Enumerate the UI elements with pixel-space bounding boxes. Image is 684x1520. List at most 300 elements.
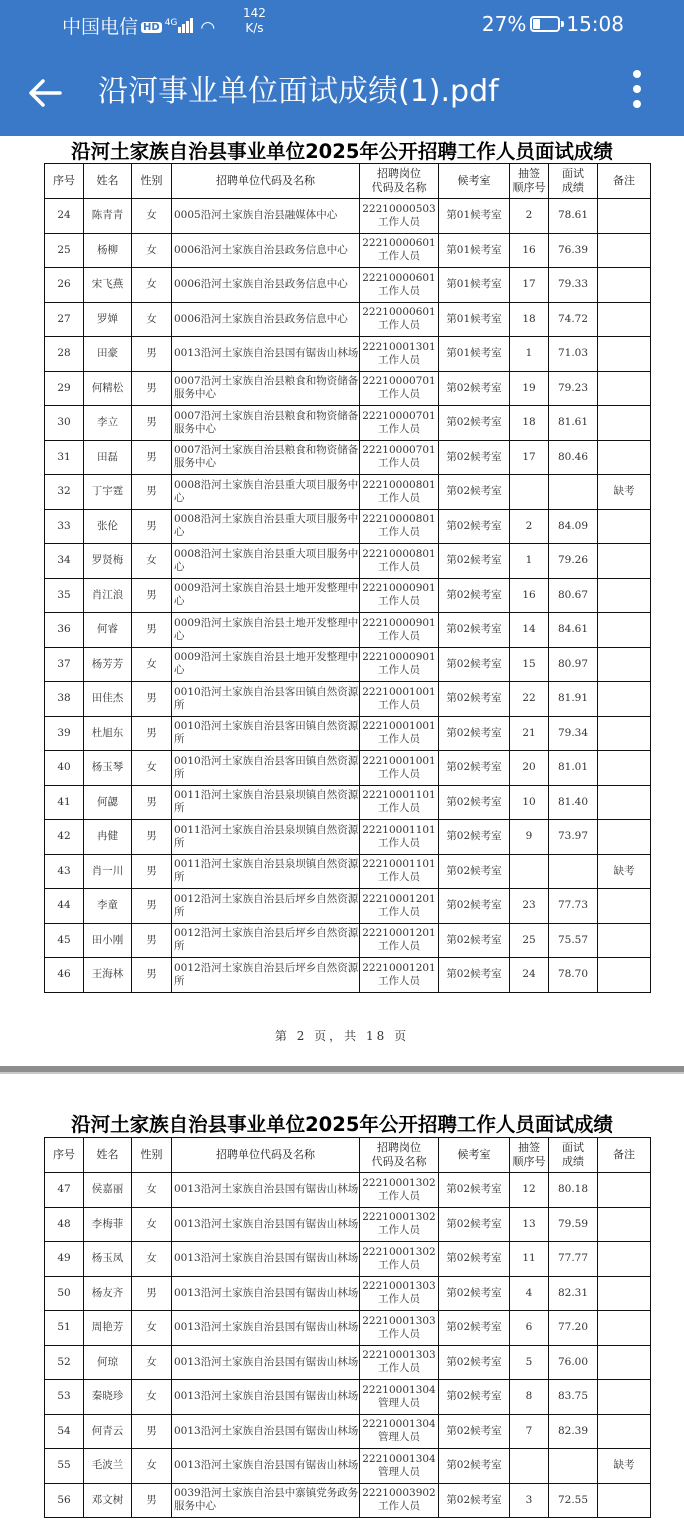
cell-draw-order: 9 — [510, 820, 549, 855]
cell-room: 第01候考室 — [439, 199, 510, 234]
cell-name: 张伦 — [84, 509, 132, 544]
table-row — [45, 406, 651, 441]
cell-unit: 0013沿河土家族自治县国有锯齿山林场 — [172, 1449, 360, 1484]
document-title: 沿河事业单位面试成绩(1).pdf — [98, 74, 499, 109]
post-code: 22210001302 — [362, 1211, 436, 1224]
cell-number: 30 — [45, 406, 84, 441]
cell-post — [360, 440, 439, 475]
table-header — [45, 164, 651, 199]
cell-room: 第02候考室 — [439, 509, 510, 544]
header-col-score: 面试 成绩 — [549, 164, 598, 199]
cell-score: 80.97 — [549, 647, 598, 682]
post-code: 22210001303 — [362, 1314, 436, 1327]
header-col-gender: 性别 — [132, 1138, 172, 1173]
cell-name: 肖一川 — [84, 854, 132, 889]
post-name: 工作人员 — [378, 836, 420, 849]
cell-room: 第02候考室 — [439, 1380, 510, 1415]
post-name: 工作人员 — [378, 974, 420, 987]
signal-icon — [178, 16, 194, 38]
cell-draw-order: 24 — [510, 958, 549, 993]
cell-draw-order: 21 — [510, 716, 549, 751]
cell-number: 41 — [45, 785, 84, 820]
cell-number: 47 — [45, 1173, 84, 1208]
cell-room: 第02候考室 — [439, 785, 510, 820]
cell-name: 邓文树 — [84, 1483, 132, 1518]
cell-post — [360, 371, 439, 406]
cell-number: 55 — [45, 1449, 84, 1484]
cell-room: 第02候考室 — [439, 682, 510, 717]
table-row — [45, 1380, 651, 1415]
cell-room: 第02候考室 — [439, 889, 510, 924]
cell-note — [598, 889, 651, 924]
post-code: 22210000701 — [362, 444, 436, 457]
cell-draw-order: 12 — [510, 1173, 549, 1208]
cell-gender: 男 — [132, 578, 172, 613]
cell-number: 40 — [45, 751, 84, 786]
cell-name: 罗贤梅 — [84, 544, 132, 579]
cell-draw-order: 18 — [510, 302, 549, 337]
cell-unit: 0007沿河土家族自治县粮食和物资储备服务中心 — [172, 371, 360, 406]
carrier-name: 中国电信 — [62, 16, 139, 38]
cell-post — [360, 751, 439, 786]
post-code: 22210001101 — [362, 858, 436, 871]
cell-score: 79.34 — [549, 716, 598, 751]
cell-number: 45 — [45, 923, 84, 958]
table-row — [45, 1276, 651, 1311]
cell-post — [360, 578, 439, 613]
cell-post — [360, 509, 439, 544]
cell-note — [598, 1345, 651, 1380]
post-code: 22210001301 — [362, 340, 436, 353]
table-row — [45, 268, 651, 303]
cell-score: 78.70 — [549, 958, 598, 993]
cell-post — [360, 1311, 439, 1346]
cell-score: 73.97 — [549, 820, 598, 855]
cell-gender: 女 — [132, 268, 172, 303]
cell-score: 81.91 — [549, 682, 598, 717]
cell-number: 37 — [45, 647, 84, 682]
post-code: 22210000801 — [362, 547, 436, 560]
cell-unit: 0010沿河土家族自治县客田镇自然资源所 — [172, 682, 360, 717]
post-code: 22210000701 — [362, 375, 436, 388]
header-col-score: 面试 成绩 — [549, 1138, 598, 1173]
post-name: 工作人员 — [378, 353, 420, 366]
cell-score — [549, 1449, 598, 1484]
cell-number: 25 — [45, 233, 84, 268]
table-row — [45, 854, 651, 889]
post-code: 22210001001 — [362, 754, 436, 767]
app-bar — [0, 0, 684, 136]
post-code: 22210001303 — [362, 1349, 436, 1362]
cell-number: 50 — [45, 1276, 84, 1311]
speed-unit: K/s — [245, 21, 264, 35]
post-name: 工作人员 — [378, 491, 420, 504]
cell-post — [360, 233, 439, 268]
cell-note — [598, 613, 651, 648]
post-name: 工作人员 — [378, 802, 420, 815]
cell-gender: 女 — [132, 302, 172, 337]
cell-post — [360, 1483, 439, 1518]
back-button[interactable] — [26, 74, 66, 114]
cell-unit: 0013沿河土家族自治县国有锯齿山林场 — [172, 1173, 360, 1208]
cell-post — [360, 923, 439, 958]
table-row — [45, 371, 651, 406]
post-name: 工作人员 — [378, 215, 420, 228]
table-row — [45, 785, 651, 820]
cell-score: 78.61 — [549, 199, 598, 234]
cell-score: 76.39 — [549, 233, 598, 268]
cell-post — [360, 889, 439, 924]
cell-gender: 男 — [132, 406, 172, 441]
post-name: 工作人员 — [378, 560, 420, 573]
table-row — [45, 1173, 651, 1208]
cell-unit: 0039沿河土家族自治县中寨镇党务政务服务中心 — [172, 1483, 360, 1518]
page-separator — [0, 1066, 684, 1074]
table-row — [45, 440, 651, 475]
cell-post — [360, 854, 439, 889]
cell-note — [598, 302, 651, 337]
cell-room: 第02候考室 — [439, 1311, 510, 1346]
cell-unit: 0009沿河土家族自治县土地开发整理中心 — [172, 613, 360, 648]
header-col-unit: 招聘单位代码及名称 — [172, 1138, 360, 1173]
post-code: 22210001302 — [362, 1245, 436, 1258]
cell-note — [598, 647, 651, 682]
cell-gender: 女 — [132, 751, 172, 786]
cell-unit: 0013沿河土家族自治县国有锯齿山林场 — [172, 1380, 360, 1415]
table-row — [45, 475, 651, 510]
cell-draw-order: 20 — [510, 751, 549, 786]
cell-number: 36 — [45, 613, 84, 648]
clock: 15:08 — [566, 12, 624, 36]
cell-post — [360, 1242, 439, 1277]
cell-number: 34 — [45, 544, 84, 579]
table-row — [45, 1242, 651, 1277]
cell-room: 第02候考室 — [439, 544, 510, 579]
cell-number: 26 — [45, 268, 84, 303]
cell-post — [360, 268, 439, 303]
cell-note — [598, 509, 651, 544]
cell-draw-order: 4 — [510, 1276, 549, 1311]
cell-number: 48 — [45, 1207, 84, 1242]
cell-note — [598, 544, 651, 579]
cell-number: 31 — [45, 440, 84, 475]
cell-gender: 男 — [132, 613, 172, 648]
post-code: 22210001304 — [362, 1452, 436, 1465]
cell-score — [549, 475, 598, 510]
cell-unit: 0008沿河土家族自治县重大项目服务中心 — [172, 475, 360, 510]
cell-score: 81.61 — [549, 406, 598, 441]
more-options-button[interactable] — [628, 70, 646, 116]
table-row — [45, 751, 651, 786]
cell-score: 82.31 — [549, 1276, 598, 1311]
cell-unit: 0006沿河土家族自治县政务信息中心 — [172, 233, 360, 268]
cell-unit: 0006沿河土家族自治县政务信息中心 — [172, 302, 360, 337]
cell-note — [598, 751, 651, 786]
table-row — [45, 1483, 651, 1518]
cell-name: 宋飞燕 — [84, 268, 132, 303]
post-name: 工作人员 — [378, 1258, 420, 1271]
post-code: 22210001001 — [362, 720, 436, 733]
cell-number: 39 — [45, 716, 84, 751]
header-col-no: 序号 — [45, 164, 84, 199]
cell-post — [360, 1345, 439, 1380]
page-title: 沿河土家族自治县事业单位2025年公开招聘工作人员面试成绩 — [71, 140, 613, 163]
cell-name: 田磊 — [84, 440, 132, 475]
table-row — [45, 1207, 651, 1242]
cell-post — [360, 337, 439, 372]
cell-unit: 0010沿河土家族自治县客田镇自然资源所 — [172, 716, 360, 751]
post-name: 工作人员 — [378, 733, 420, 746]
page-number: 第 2 页，共 18 页 — [274, 1029, 410, 1043]
cell-unit: 0009沿河土家族自治县土地开发整理中心 — [172, 647, 360, 682]
cell-gender: 女 — [132, 647, 172, 682]
table-header — [45, 1138, 651, 1173]
post-code: 22210000601 — [362, 271, 436, 284]
cell-unit: 0013沿河土家族自治县国有锯齿山林场 — [172, 1414, 360, 1449]
table-row — [45, 1311, 651, 1346]
table-row — [45, 337, 651, 372]
cell-number: 38 — [45, 682, 84, 717]
cell-room: 第02候考室 — [439, 406, 510, 441]
table-row — [45, 1449, 651, 1484]
cell-draw-order: 19 — [510, 371, 549, 406]
post-name: 工作人员 — [378, 1189, 420, 1202]
cell-unit: 0011沿河土家族自治县泉坝镇自然资源所 — [172, 854, 360, 889]
cell-gender: 女 — [132, 1345, 172, 1380]
cell-unit: 0013沿河土家族自治县国有锯齿山林场 — [172, 1345, 360, 1380]
cell-post — [360, 785, 439, 820]
table-row — [45, 233, 651, 268]
cell-score: 80.67 — [549, 578, 598, 613]
cell-draw-order: 22 — [510, 682, 549, 717]
cell-number: 51 — [45, 1311, 84, 1346]
post-name: 工作人员 — [378, 388, 420, 401]
cell-unit: 0011沿河土家族自治县泉坝镇自然资源所 — [172, 785, 360, 820]
cell-unit: 0013沿河土家族自治县国有锯齿山林场 — [172, 1242, 360, 1277]
cell-gender: 女 — [132, 1242, 172, 1277]
cell-name: 秦晓珍 — [84, 1380, 132, 1415]
table-row — [45, 820, 651, 855]
cell-name: 周艳芳 — [84, 1311, 132, 1346]
cell-gender: 女 — [132, 544, 172, 579]
cell-note — [598, 716, 651, 751]
header-col-post: 招聘岗位 代码及名称 — [360, 1138, 439, 1173]
post-name: 工作人员 — [378, 871, 420, 884]
post-code: 22210000901 — [362, 582, 436, 595]
cell-room: 第02候考室 — [439, 958, 510, 993]
table-row — [45, 1414, 651, 1449]
cell-room: 第02候考室 — [439, 1345, 510, 1380]
header-col-name: 姓名 — [84, 1138, 132, 1173]
cell-room: 第02候考室 — [439, 475, 510, 510]
cell-score: 79.23 — [549, 371, 598, 406]
cell-gender: 男 — [132, 716, 172, 751]
battery-percent: 27% — [481, 12, 527, 36]
cell-name: 陈青青 — [84, 199, 132, 234]
cell-post — [360, 1380, 439, 1415]
cell-name: 杨芳芳 — [84, 647, 132, 682]
cell-number: 24 — [45, 199, 84, 234]
cell-unit: 0006沿河土家族自治县政务信息中心 — [172, 268, 360, 303]
cell-draw-order: 1 — [510, 337, 549, 372]
cell-draw-order: 18 — [510, 406, 549, 441]
post-name: 工作人员 — [378, 1327, 420, 1340]
post-name: 工作人员 — [378, 698, 420, 711]
cell-number: 29 — [45, 371, 84, 406]
cell-draw-order: 17 — [510, 268, 549, 303]
network-speed — [243, 6, 266, 36]
cell-unit: 0009沿河土家族自治县土地开发整理中心 — [172, 578, 360, 613]
cell-unit: 0013沿河土家族自治县国有锯齿山林场 — [172, 337, 360, 372]
cell-note — [598, 958, 651, 993]
cell-note — [598, 1276, 651, 1311]
cell-note: 缺考 — [598, 1449, 651, 1484]
cell-post — [360, 958, 439, 993]
cell-score: 80.46 — [549, 440, 598, 475]
cell-draw-order: 6 — [510, 1311, 549, 1346]
post-name: 工作人员 — [378, 595, 420, 608]
cell-note — [598, 268, 651, 303]
cell-score: 79.26 — [549, 544, 598, 579]
cell-gender: 女 — [132, 1311, 172, 1346]
cell-unit: 0012沿河土家族自治县后坪乡自然资源所 — [172, 958, 360, 993]
cell-number: 33 — [45, 509, 84, 544]
post-code: 22210000503 — [362, 202, 436, 215]
toolbar — [0, 58, 684, 128]
cell-room: 第01候考室 — [439, 268, 510, 303]
cell-room: 第02候考室 — [439, 923, 510, 958]
cell-draw-order: 14 — [510, 613, 549, 648]
cell-gender: 女 — [132, 1207, 172, 1242]
cell-name: 侯嘉丽 — [84, 1173, 132, 1208]
cell-number: 53 — [45, 1380, 84, 1415]
cell-note: 缺考 — [598, 475, 651, 510]
cell-unit: 0012沿河土家族自治县后坪乡自然资源所 — [172, 889, 360, 924]
cell-name: 何青云 — [84, 1414, 132, 1449]
cell-draw-order: 15 — [510, 647, 549, 682]
cell-score: 81.01 — [549, 751, 598, 786]
cell-post — [360, 647, 439, 682]
cell-gender: 女 — [132, 233, 172, 268]
cell-gender: 男 — [132, 509, 172, 544]
cell-room: 第02候考室 — [439, 578, 510, 613]
cell-score — [549, 854, 598, 889]
cell-draw-order: 16 — [510, 233, 549, 268]
cell-number: 32 — [45, 475, 84, 510]
cell-room: 第02候考室 — [439, 1449, 510, 1484]
header-col-note: 备注 — [598, 1138, 651, 1173]
page-title: 沿河土家族自治县事业单位2025年公开招聘工作人员面试成绩 — [71, 1113, 613, 1136]
cell-note — [598, 406, 651, 441]
cell-post — [360, 613, 439, 648]
cell-score: 82.39 — [549, 1414, 598, 1449]
cell-draw-order: 2 — [510, 199, 549, 234]
speed-value: 142 — [243, 6, 266, 20]
wifi-icon: ◠ — [200, 18, 216, 38]
cell-gender: 男 — [132, 371, 172, 406]
cell-unit: 0008沿河土家族自治县重大项目服务中心 — [172, 544, 360, 579]
cell-note — [598, 682, 651, 717]
cell-draw-order: 11 — [510, 1242, 549, 1277]
cell-score: 81.40 — [549, 785, 598, 820]
cell-score: 71.03 — [549, 337, 598, 372]
cell-note — [598, 1483, 651, 1518]
cell-gender: 男 — [132, 475, 172, 510]
cell-score: 80.18 — [549, 1173, 598, 1208]
post-name: 工作人员 — [378, 284, 420, 297]
cell-draw-order: 17 — [510, 440, 549, 475]
post-code: 22210001304 — [362, 1383, 436, 1396]
cell-room: 第02候考室 — [439, 1242, 510, 1277]
cell-room: 第02候考室 — [439, 1276, 510, 1311]
cell-post — [360, 1449, 439, 1484]
header-col-room: 候考室 — [439, 164, 510, 199]
cell-name: 何琼 — [84, 1345, 132, 1380]
cell-room: 第02候考室 — [439, 854, 510, 889]
cell-post — [360, 475, 439, 510]
post-code: 22210001001 — [362, 685, 436, 698]
cell-post — [360, 302, 439, 337]
cell-gender: 男 — [132, 923, 172, 958]
table-row — [45, 682, 651, 717]
cell-score: 72.55 — [549, 1483, 598, 1518]
table-body — [45, 1173, 651, 1518]
cell-number: 46 — [45, 958, 84, 993]
cell-gender: 女 — [132, 1380, 172, 1415]
cell-name: 田小刚 — [84, 923, 132, 958]
table-row — [45, 578, 651, 613]
header-col-room: 候考室 — [439, 1138, 510, 1173]
post-name: 管理人员 — [378, 1396, 420, 1409]
cell-room: 第02候考室 — [439, 1207, 510, 1242]
cell-unit: 0008沿河土家族自治县重大项目服务中心 — [172, 509, 360, 544]
cell-draw-order — [510, 1449, 549, 1484]
cell-number: 35 — [45, 578, 84, 613]
post-code: 22210001302 — [362, 1176, 436, 1189]
cell-post — [360, 406, 439, 441]
cell-gender: 女 — [132, 1449, 172, 1484]
post-name: 工作人员 — [378, 1293, 420, 1306]
cell-gender: 男 — [132, 854, 172, 889]
hd-badge: HD — [143, 22, 160, 33]
cell-room: 第01候考室 — [439, 302, 510, 337]
cell-draw-order: 10 — [510, 785, 549, 820]
cell-name: 杨友齐 — [84, 1276, 132, 1311]
cell-number: 56 — [45, 1483, 84, 1518]
table-row — [45, 647, 651, 682]
cell-number: 44 — [45, 889, 84, 924]
post-code: 22210000801 — [362, 513, 436, 526]
cell-name: 田佳杰 — [84, 682, 132, 717]
cell-name: 杨玉凤 — [84, 1242, 132, 1277]
cell-name: 丁宇霆 — [84, 475, 132, 510]
cell-post — [360, 1414, 439, 1449]
cell-draw-order — [510, 854, 549, 889]
cell-gender: 男 — [132, 958, 172, 993]
header-col-name: 姓名 — [84, 164, 132, 199]
cell-note — [598, 923, 651, 958]
cell-post — [360, 682, 439, 717]
post-code: 22210000901 — [362, 616, 436, 629]
cell-gender: 男 — [132, 889, 172, 924]
cell-draw-order: 23 — [510, 889, 549, 924]
cell-name: 毛波兰 — [84, 1449, 132, 1484]
cell-post — [360, 544, 439, 579]
cell-gender: 女 — [132, 1173, 172, 1208]
cell-score: 83.75 — [549, 1380, 598, 1415]
post-code: 22210000601 — [362, 237, 436, 250]
cell-note — [598, 1311, 651, 1346]
